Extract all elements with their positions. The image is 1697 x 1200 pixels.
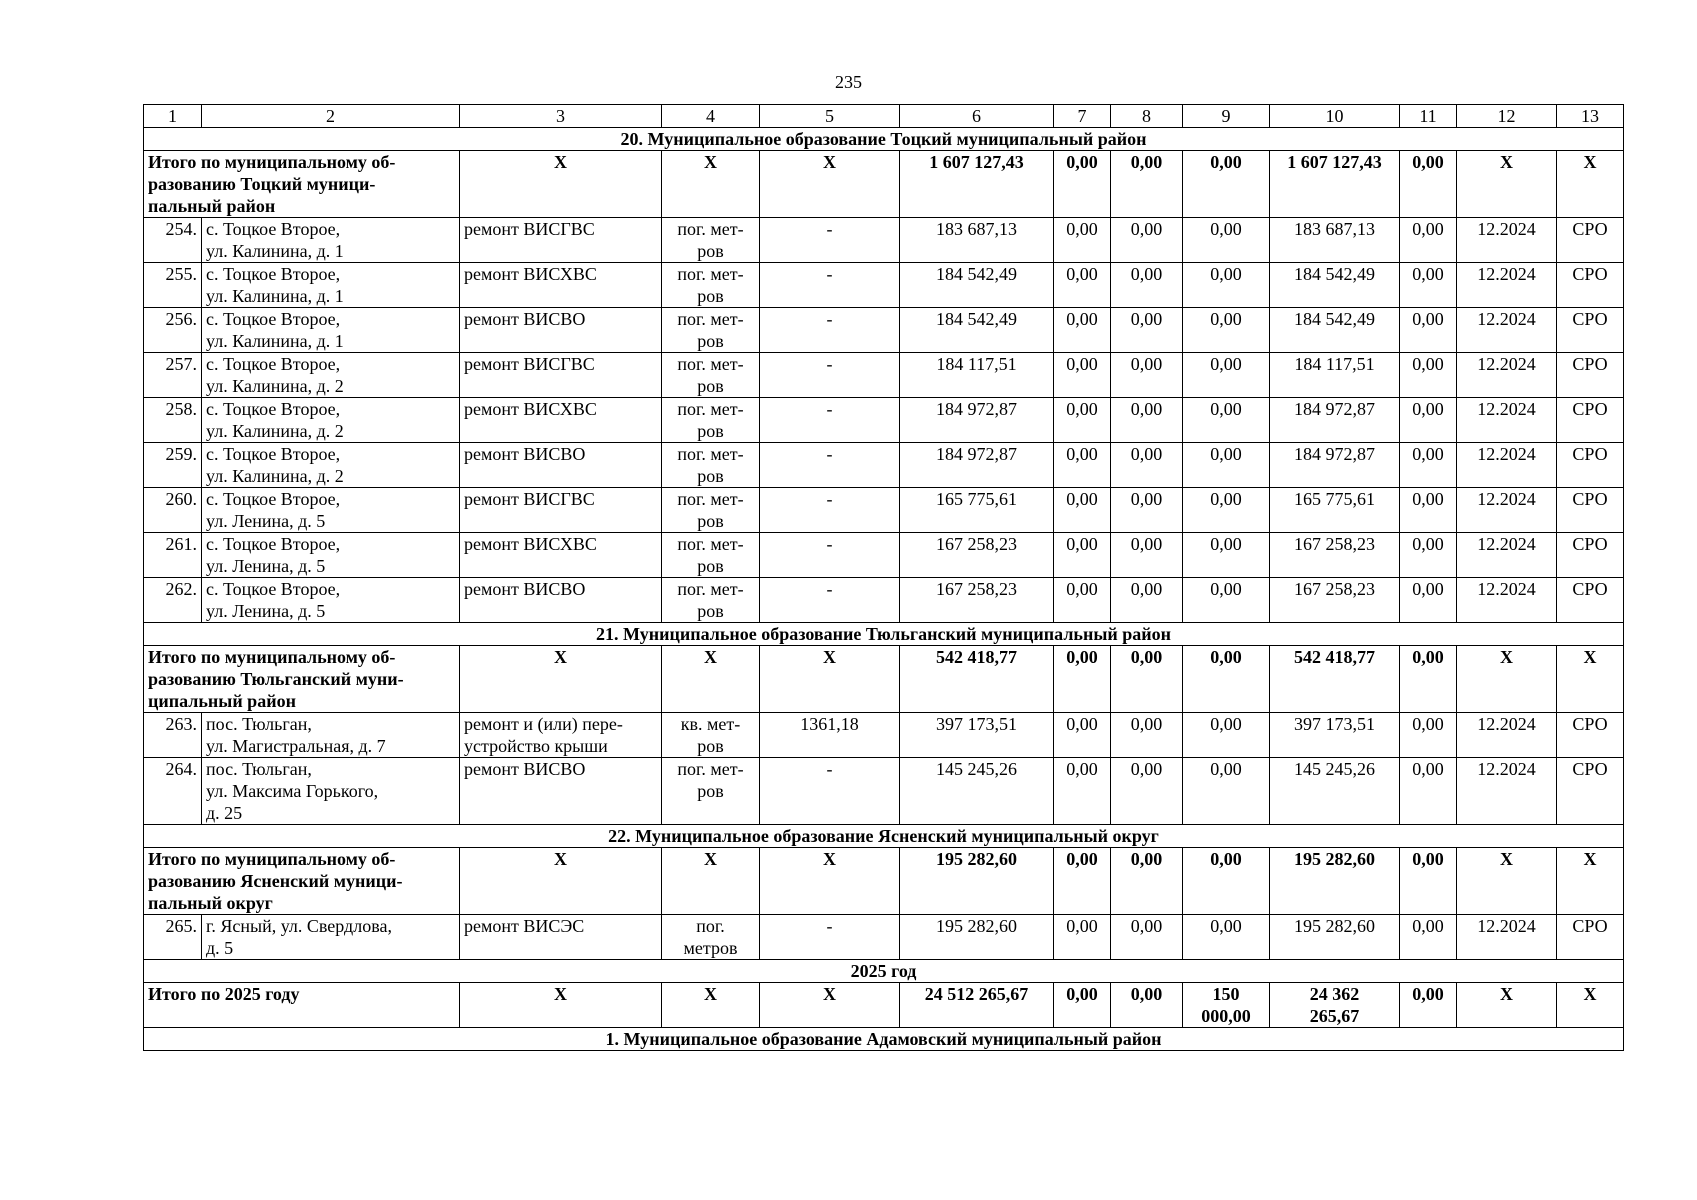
total-cell-c10: 24 362 265,67 (1270, 983, 1400, 1028)
row-number: 261. (144, 533, 202, 578)
total-cell-c11: 0,00 (1400, 151, 1457, 218)
unit-cell: пог. мет- ров (662, 263, 760, 308)
total-row (144, 151, 1624, 218)
total-cell-c10: 1 607 127,43 (1270, 151, 1400, 218)
column-header: 9 (1183, 105, 1270, 128)
table-row (144, 758, 1624, 825)
quantity-cell: - (760, 308, 900, 353)
total-cell-c3: X (460, 983, 662, 1028)
value-cell-c7: 0,00 (1054, 533, 1111, 578)
total-cell-c6: 24 512 265,67 (900, 983, 1054, 1028)
section-heading-row (144, 1028, 1624, 1051)
value-cell-c13: СРО (1557, 398, 1624, 443)
total-cell-c8: 0,00 (1111, 151, 1183, 218)
value-cell-c8: 0,00 (1111, 218, 1183, 263)
column-header: 3 (460, 105, 662, 128)
value-cell-c8: 0,00 (1111, 915, 1183, 960)
address-cell: пос. Тюльган, ул. Магистральная, д. 7 (202, 713, 460, 758)
row-number: 263. (144, 713, 202, 758)
column-header: 5 (760, 105, 900, 128)
value-cell-c7: 0,00 (1054, 308, 1111, 353)
total-label: Итого по муниципальному об- разованию Тоцкий муници- пальный район (144, 151, 460, 218)
value-cell-c12: 12.2024 (1457, 758, 1557, 825)
unit-cell: пог. мет- ров (662, 353, 760, 398)
value-cell-c9: 0,00 (1183, 263, 1270, 308)
value-cell-c9: 0,00 (1183, 915, 1270, 960)
table-row (144, 443, 1624, 488)
value-cell-c9: 0,00 (1183, 578, 1270, 623)
section-heading: 22. Муниципальное образование Ясненский муниципальный округ (144, 825, 1624, 848)
row-number: 258. (144, 398, 202, 443)
value-cell-c7: 0,00 (1054, 488, 1111, 533)
total-cell-c12: X (1457, 848, 1557, 915)
address-cell: с. Тоцкое Второе, ул. Калинина, д. 2 (202, 353, 460, 398)
value-cell-c12: 12.2024 (1457, 915, 1557, 960)
value-cell-c10: 184 117,51 (1270, 353, 1400, 398)
address-cell: г. Ясный, ул. Свердлова, д. 5 (202, 915, 460, 960)
total-label: Итого по муниципальному об- разованию Ясненский муници- пальный округ (144, 848, 460, 915)
section-heading: 2025 год (144, 960, 1624, 983)
value-cell-c7: 0,00 (1054, 263, 1111, 308)
value-cell-c7: 0,00 (1054, 915, 1111, 960)
unit-cell: пог. мет- ров (662, 578, 760, 623)
column-header: 2 (202, 105, 460, 128)
unit-cell: пог. метров (662, 915, 760, 960)
total-cell-c3: X (460, 646, 662, 713)
work-type-cell: ремонт ВИСВО (460, 758, 662, 825)
total-cell-c3: X (460, 151, 662, 218)
total-cell-c6: 542 418,77 (900, 646, 1054, 713)
value-cell-c11: 0,00 (1400, 353, 1457, 398)
row-number: 260. (144, 488, 202, 533)
value-cell-c8: 0,00 (1111, 578, 1183, 623)
address-cell: с. Тоцкое Второе, ул. Калинина, д. 2 (202, 398, 460, 443)
total-cell-c12: X (1457, 983, 1557, 1028)
value-cell-c13: СРО (1557, 308, 1624, 353)
row-number: 255. (144, 263, 202, 308)
value-cell-c13: СРО (1557, 218, 1624, 263)
value-cell-c7: 0,00 (1054, 353, 1111, 398)
value-cell-c6: 184 542,49 (900, 308, 1054, 353)
work-type-cell: ремонт ВИСЭС (460, 915, 662, 960)
section-heading: 1. Муниципальное образование Адамовский муниципальный район (144, 1028, 1624, 1051)
value-cell-c6: 184 117,51 (900, 353, 1054, 398)
value-cell-c13: СРО (1557, 758, 1624, 825)
column-header: 7 (1054, 105, 1111, 128)
total-cell-c5: X (760, 848, 900, 915)
unit-cell: пог. мет- ров (662, 398, 760, 443)
value-cell-c12: 12.2024 (1457, 263, 1557, 308)
quantity-cell: - (760, 758, 900, 825)
total-cell-c7: 0,00 (1054, 151, 1111, 218)
column-header: 1 (144, 105, 202, 128)
quantity-cell: - (760, 915, 900, 960)
value-cell-c11: 0,00 (1400, 915, 1457, 960)
value-cell-c11: 0,00 (1400, 758, 1457, 825)
value-cell-c13: СРО (1557, 915, 1624, 960)
value-cell-c13: СРО (1557, 713, 1624, 758)
unit-cell: пог. мет- ров (662, 488, 760, 533)
total-label: Итого по муниципальному об- разованию Тюльганский муни- ципальный район (144, 646, 460, 713)
total-row (144, 646, 1624, 713)
unit-cell: пог. мет- ров (662, 308, 760, 353)
work-type-cell: ремонт ВИСХВС (460, 263, 662, 308)
value-cell-c11: 0,00 (1400, 263, 1457, 308)
total-cell-c8: 0,00 (1111, 646, 1183, 713)
total-label: Итого по 2025 году (144, 983, 460, 1028)
value-cell-c10: 184 972,87 (1270, 443, 1400, 488)
value-cell-c13: СРО (1557, 578, 1624, 623)
total-cell-c8: 0,00 (1111, 848, 1183, 915)
quantity-cell: - (760, 218, 900, 263)
row-number: 259. (144, 443, 202, 488)
work-type-cell: ремонт и (или) пере- устройство крыши (460, 713, 662, 758)
work-type-cell: ремонт ВИСВО (460, 308, 662, 353)
value-cell-c6: 167 258,23 (900, 533, 1054, 578)
address-cell: с. Тоцкое Второе, ул. Ленина, д. 5 (202, 488, 460, 533)
value-cell-c9: 0,00 (1183, 443, 1270, 488)
value-cell-c12: 12.2024 (1457, 713, 1557, 758)
value-cell-c12: 12.2024 (1457, 308, 1557, 353)
column-header: 13 (1557, 105, 1624, 128)
value-cell-c10: 183 687,13 (1270, 218, 1400, 263)
total-cell-c8: 0,00 (1111, 983, 1183, 1028)
unit-cell: пог. мет- ров (662, 758, 760, 825)
total-cell-c13: X (1557, 983, 1624, 1028)
work-type-cell: ремонт ВИСГВС (460, 488, 662, 533)
work-type-cell: ремонт ВИСХВС (460, 398, 662, 443)
value-cell-c8: 0,00 (1111, 398, 1183, 443)
value-cell-c12: 12.2024 (1457, 218, 1557, 263)
column-header: 10 (1270, 105, 1400, 128)
section-heading-row (144, 128, 1624, 151)
section-heading-row (144, 960, 1624, 983)
value-cell-c8: 0,00 (1111, 263, 1183, 308)
total-cell-c7: 0,00 (1054, 848, 1111, 915)
value-cell-c11: 0,00 (1400, 398, 1457, 443)
total-cell-c11: 0,00 (1400, 848, 1457, 915)
value-cell-c8: 0,00 (1111, 308, 1183, 353)
total-cell-c9: 150 000,00 (1183, 983, 1270, 1028)
quantity-cell: - (760, 488, 900, 533)
section-heading: 20. Муниципальное образование Тоцкий муниципальный район (144, 128, 1624, 151)
value-cell-c6: 397 173,51 (900, 713, 1054, 758)
column-header: 8 (1111, 105, 1183, 128)
total-cell-c10: 542 418,77 (1270, 646, 1400, 713)
total-cell-c7: 0,00 (1054, 983, 1111, 1028)
value-cell-c12: 12.2024 (1457, 443, 1557, 488)
total-cell-c3: X (460, 848, 662, 915)
value-cell-c11: 0,00 (1400, 713, 1457, 758)
table-row (144, 488, 1624, 533)
row-number: 264. (144, 758, 202, 825)
quantity-cell: - (760, 353, 900, 398)
total-cell-c9: 0,00 (1183, 848, 1270, 915)
value-cell-c10: 195 282,60 (1270, 915, 1400, 960)
value-cell-c12: 12.2024 (1457, 353, 1557, 398)
value-cell-c13: СРО (1557, 263, 1624, 308)
value-cell-c10: 165 775,61 (1270, 488, 1400, 533)
address-cell: с. Тоцкое Второе, ул. Калинина, д. 2 (202, 443, 460, 488)
section-heading: 21. Муниципальное образование Тюльганский муниципальный район (144, 623, 1624, 646)
quantity-cell: - (760, 398, 900, 443)
total-cell-c5: X (760, 983, 900, 1028)
quantity-cell: - (760, 443, 900, 488)
address-cell: пос. Тюльган, ул. Максима Горького, д. 25 (202, 758, 460, 825)
quantity-cell: - (760, 533, 900, 578)
total-cell-c10: 195 282,60 (1270, 848, 1400, 915)
value-cell-c8: 0,00 (1111, 533, 1183, 578)
value-cell-c11: 0,00 (1400, 443, 1457, 488)
row-number: 256. (144, 308, 202, 353)
value-cell-c12: 12.2024 (1457, 578, 1557, 623)
work-type-cell: ремонт ВИСГВС (460, 218, 662, 263)
value-cell-c6: 183 687,13 (900, 218, 1054, 263)
total-cell-c5: X (760, 646, 900, 713)
value-cell-c6: 184 542,49 (900, 263, 1054, 308)
work-type-cell: ремонт ВИСГВС (460, 353, 662, 398)
row-number: 265. (144, 915, 202, 960)
row-number: 254. (144, 218, 202, 263)
value-cell-c9: 0,00 (1183, 353, 1270, 398)
table-row (144, 308, 1624, 353)
table-row (144, 218, 1624, 263)
value-cell-c8: 0,00 (1111, 353, 1183, 398)
value-cell-c6: 165 775,61 (900, 488, 1054, 533)
value-cell-c11: 0,00 (1400, 578, 1457, 623)
table-row (144, 713, 1624, 758)
value-cell-c8: 0,00 (1111, 488, 1183, 533)
total-cell-c5: X (760, 151, 900, 218)
total-cell-c6: 1 607 127,43 (900, 151, 1054, 218)
value-cell-c11: 0,00 (1400, 488, 1457, 533)
table-body (144, 105, 1624, 1051)
value-cell-c13: СРО (1557, 488, 1624, 533)
value-cell-c7: 0,00 (1054, 443, 1111, 488)
address-cell: с. Тоцкое Второе, ул. Калинина, д. 1 (202, 218, 460, 263)
value-cell-c7: 0,00 (1054, 578, 1111, 623)
unit-cell: пог. мет- ров (662, 533, 760, 578)
header-row (144, 105, 1624, 128)
address-cell: с. Тоцкое Второе, ул. Калинина, д. 1 (202, 263, 460, 308)
value-cell-c12: 12.2024 (1457, 488, 1557, 533)
work-type-cell: ремонт ВИСВО (460, 578, 662, 623)
table-row (144, 578, 1624, 623)
quantity-cell: - (760, 263, 900, 308)
total-row (144, 983, 1624, 1028)
total-row (144, 848, 1624, 915)
table-row (144, 398, 1624, 443)
quantity-cell: 1361,18 (760, 713, 900, 758)
value-cell-c8: 0,00 (1111, 758, 1183, 825)
table-row (144, 533, 1624, 578)
column-header: 11 (1400, 105, 1457, 128)
value-cell-c9: 0,00 (1183, 308, 1270, 353)
value-cell-c11: 0,00 (1400, 218, 1457, 263)
value-cell-c10: 167 258,23 (1270, 533, 1400, 578)
total-cell-c4: X (662, 983, 760, 1028)
section-heading-row (144, 825, 1624, 848)
table-row (144, 915, 1624, 960)
value-cell-c12: 12.2024 (1457, 398, 1557, 443)
value-cell-c10: 397 173,51 (1270, 713, 1400, 758)
row-number: 262. (144, 578, 202, 623)
value-cell-c11: 0,00 (1400, 533, 1457, 578)
table-row (144, 263, 1624, 308)
value-cell-c7: 0,00 (1054, 758, 1111, 825)
total-cell-c4: X (662, 848, 760, 915)
value-cell-c9: 0,00 (1183, 488, 1270, 533)
value-cell-c8: 0,00 (1111, 713, 1183, 758)
table-row (144, 353, 1624, 398)
page-number: 235 (835, 72, 862, 92)
value-cell-c7: 0,00 (1054, 218, 1111, 263)
section-heading-row (144, 623, 1624, 646)
value-cell-c7: 0,00 (1054, 713, 1111, 758)
total-cell-c12: X (1457, 646, 1557, 713)
total-cell-c4: X (662, 646, 760, 713)
total-cell-c4: X (662, 151, 760, 218)
value-cell-c6: 184 972,87 (900, 443, 1054, 488)
total-cell-c13: X (1557, 848, 1624, 915)
value-cell-c9: 0,00 (1183, 218, 1270, 263)
quantity-cell: - (760, 578, 900, 623)
column-header: 12 (1457, 105, 1557, 128)
total-cell-c13: X (1557, 151, 1624, 218)
unit-cell: пог. мет- ров (662, 443, 760, 488)
total-cell-c9: 0,00 (1183, 151, 1270, 218)
work-type-cell: ремонт ВИСХВС (460, 533, 662, 578)
value-cell-c6: 184 972,87 (900, 398, 1054, 443)
value-cell-c6: 145 245,26 (900, 758, 1054, 825)
value-cell-c13: СРО (1557, 443, 1624, 488)
total-cell-c13: X (1557, 646, 1624, 713)
total-cell-c7: 0,00 (1054, 646, 1111, 713)
column-header: 4 (662, 105, 760, 128)
unit-cell: кв. мет- ров (662, 713, 760, 758)
work-type-cell: ремонт ВИСВО (460, 443, 662, 488)
total-cell-c11: 0,00 (1400, 646, 1457, 713)
address-cell: с. Тоцкое Второе, ул. Ленина, д. 5 (202, 578, 460, 623)
value-cell-c9: 0,00 (1183, 713, 1270, 758)
address-cell: с. Тоцкое Второе, ул. Калинина, д. 1 (202, 308, 460, 353)
column-header: 6 (900, 105, 1054, 128)
value-cell-c10: 167 258,23 (1270, 578, 1400, 623)
value-cell-c8: 0,00 (1111, 443, 1183, 488)
row-number: 257. (144, 353, 202, 398)
value-cell-c11: 0,00 (1400, 308, 1457, 353)
value-cell-c10: 145 245,26 (1270, 758, 1400, 825)
total-cell-c9: 0,00 (1183, 646, 1270, 713)
value-cell-c9: 0,00 (1183, 758, 1270, 825)
value-cell-c6: 195 282,60 (900, 915, 1054, 960)
value-cell-c12: 12.2024 (1457, 533, 1557, 578)
value-cell-c6: 167 258,23 (900, 578, 1054, 623)
value-cell-c9: 0,00 (1183, 533, 1270, 578)
address-cell: с. Тоцкое Второе, ул. Ленина, д. 5 (202, 533, 460, 578)
total-cell-c6: 195 282,60 (900, 848, 1054, 915)
unit-cell: пог. мет- ров (662, 218, 760, 263)
program-table (143, 104, 1624, 1051)
value-cell-c9: 0,00 (1183, 398, 1270, 443)
total-cell-c12: X (1457, 151, 1557, 218)
value-cell-c10: 184 542,49 (1270, 308, 1400, 353)
total-cell-c11: 0,00 (1400, 983, 1457, 1028)
value-cell-c7: 0,00 (1054, 398, 1111, 443)
value-cell-c10: 184 542,49 (1270, 263, 1400, 308)
value-cell-c10: 184 972,87 (1270, 398, 1400, 443)
value-cell-c13: СРО (1557, 353, 1624, 398)
value-cell-c13: СРО (1557, 533, 1624, 578)
